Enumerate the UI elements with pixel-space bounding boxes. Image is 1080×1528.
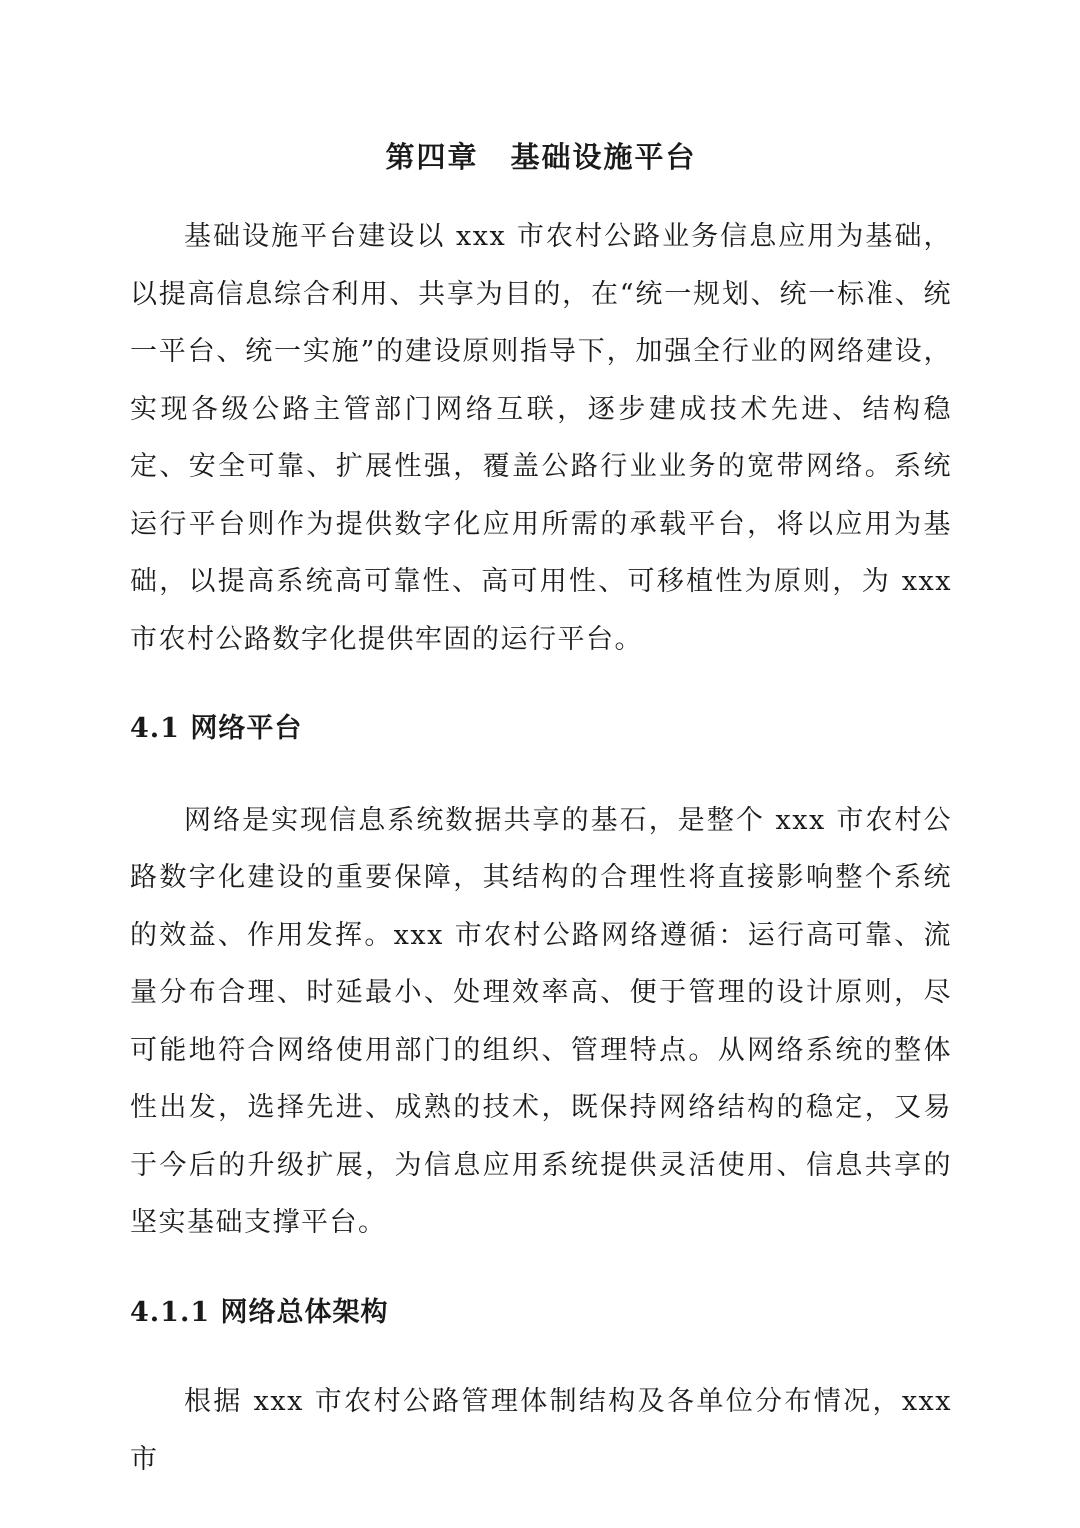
paragraph-architecture: 根据 xxx 市农村公路管理体制结构及各单位分布情况，xxx 市 xyxy=(130,1386,952,1475)
section-heading-4-1-1: 4.1.1 网络总体架构 xyxy=(130,1296,389,1328)
paragraph-network: 网络是实现信息系统数据共享的基石，是整个 xxx 市农村公路数字化建设的重要保障，其结构的合理性将直接影响整个系统的效益、作用发挥。xxx 市农村公路网络遵循：运行高可靠、流量分布合理、时延最小、处理效率高、便于管理的设计原则，尽可能地符合网络使用部门的组织、管理特点。从网络系统的整体性出发，选择先进、成熟的技术，既保持网络结构的稳定，又易于今后的升级扩展，为信息应用系统提供灵活使用、信息共享的坚实基础支撑平台。 xyxy=(130,804,952,1238)
page-content xyxy=(130,128,952,1488)
section-heading-4-1: 4.1 网络平台 xyxy=(130,713,303,744)
chapter-title: 第四章 基础设施平台 xyxy=(385,140,697,174)
paragraph-intro: 基础设施平台建设以 xxx 市农村公路业务信息应用为基础，以提高信息综合利用、共享为目的，在“统一规划、统一标准、统一平台、统一实施”的建设原则指导下，加强全行业的网络建设，实现各级公路主管部门网络互联，逐步建成技术先进、结构稳定、安全可靠、扩展性强，覆盖公路行业业务的宽带网络。系统运行平台则作为提供数字化应用所需的承载平台，将以应用为基础，以提高系统高可靠性、高可用性、可移植性为原则，为 xxx 市农村公路数字化提供牢固的运行平台。 xyxy=(130,221,952,655)
